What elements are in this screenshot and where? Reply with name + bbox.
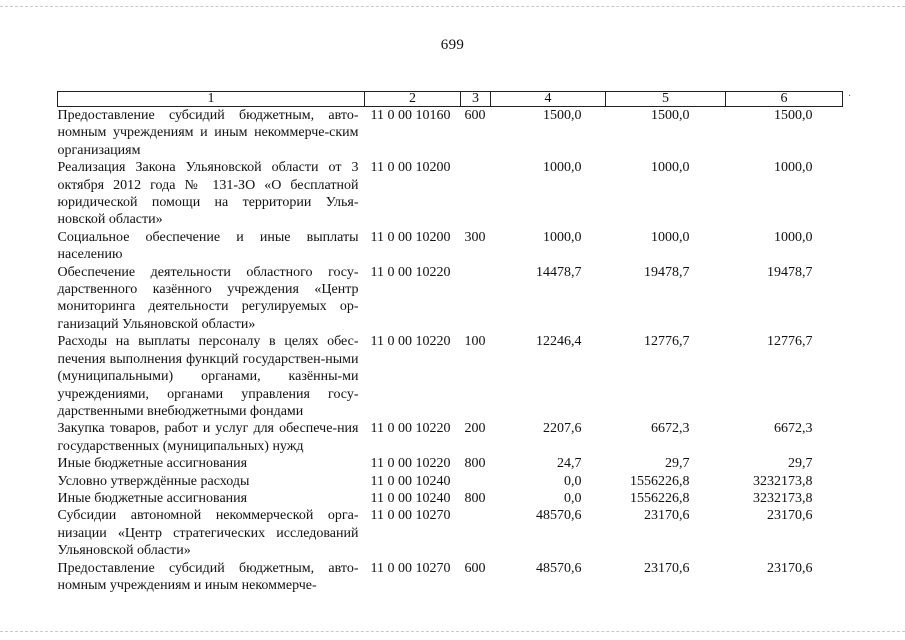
row-expense-type: 800: [464, 490, 486, 506]
row-value-col5: 23170,6: [644, 560, 690, 576]
row-description: Иные бюджетные ассигнования: [57, 456, 248, 472]
row-budget-code: 11 0 00 10200: [370, 160, 451, 176]
row-description: Социальное обеспечение и иные выплаты населению: [57, 229, 359, 263]
row-expense-type: 100: [464, 334, 486, 350]
row-value-col5: 1556226,8: [630, 473, 690, 489]
row-value-col5: 1500,0: [651, 108, 690, 123]
budget-table: [57, 91, 843, 594]
scan-edge-top: [0, 6, 905, 7]
row-expense-type: [461, 264, 491, 334]
row-value-col5: 1000,0: [651, 160, 690, 176]
row-value-col6: 23170,6: [767, 508, 813, 524]
row-budget-code: 11 0 00 10270: [370, 560, 451, 576]
row-value-col6: 6672,3: [774, 421, 813, 437]
scan-speck: ·: [848, 91, 852, 102]
table-row: [58, 107, 843, 160]
table-row: [58, 507, 843, 559]
row-value-col5: 1556226,8: [630, 490, 690, 506]
row-value-col6: 12776,7: [767, 334, 813, 350]
row-value-col6: 1500,0: [774, 108, 813, 123]
row-budget-code: 11 0 00 10220: [370, 421, 451, 437]
row-value-col4: 1000,0: [543, 229, 582, 245]
row-expense-type: [461, 159, 491, 229]
row-value-col5: 12776,7: [644, 334, 690, 350]
row-description: Условно утверждённые расходы: [57, 473, 250, 489]
row-description: Реализация Закона Ульяновской области от 3 октября 2012 года № 131-ЗО «О бесплатной юридической помощи на территории Улья-новской области»: [57, 160, 359, 228]
row-description: Субсидии автономной некоммерческой орга-низации «Центр стратегических исследований Ульяновской области»: [57, 508, 359, 559]
row-budget-code: 11 0 00 10220: [370, 334, 451, 350]
row-expense-type: 800: [464, 456, 486, 472]
table-row: [58, 333, 843, 420]
row-value-col4: 14478,7: [536, 264, 582, 280]
row-budget-code: 11 0 00 10240: [370, 473, 451, 489]
row-description: Расходы на выплаты персоналу в целях обес-печения выполнения функций государствен-ными (муниципальными) органами, казённы-ми учреждениями, органами управления госу-дарственными внебюджетными фондами: [57, 334, 359, 419]
row-value-col4: 0,0: [564, 490, 582, 506]
row-budget-code: 11 0 00 10200: [370, 229, 451, 245]
row-budget-code: 11 0 00 10220: [370, 456, 451, 472]
row-expense-type: 200: [464, 421, 486, 437]
table-row: [58, 490, 843, 507]
table-row: [58, 473, 843, 490]
row-value-col4: 48570,6: [536, 560, 582, 576]
table-row: [58, 229, 843, 264]
row-description: Закупка товаров, работ и услуг для обеспече-ния государственных (муниципальных) нужд: [57, 421, 359, 454]
row-value-col5: 23170,6: [644, 508, 690, 524]
table-body: [58, 107, 843, 595]
table-row: [58, 420, 843, 455]
table-header-row: [58, 92, 843, 107]
page-number: 699: [440, 37, 465, 53]
table-row: [58, 264, 843, 334]
column-header-4: 4: [491, 92, 606, 107]
row-value-col5: 6672,3: [651, 421, 690, 437]
row-expense-type: 600: [464, 560, 486, 576]
row-value-col4: 2207,6: [543, 421, 582, 437]
row-value-col4: 24,7: [557, 456, 582, 472]
row-value-col4: 1500,0: [543, 108, 582, 123]
row-expense-type: 300: [464, 229, 486, 245]
table-row: [58, 455, 843, 472]
row-description: Предоставление субсидий бюджетным, авто-номным учреждениям и иным некоммерче-: [57, 560, 359, 593]
row-budget-code: 11 0 00 10270: [370, 508, 451, 524]
column-header-3: 3: [461, 92, 491, 107]
row-description: Обеспечение деятельности областного госу-дарственного казённого учреждения «Центр мониторинга деятельности регулируемых ор-ганизаций Ульяновской области»: [57, 264, 359, 332]
row-budget-code: 11 0 00 10160: [370, 108, 451, 123]
row-budget-code: 11 0 00 10220: [370, 264, 451, 280]
column-header-1: 1: [58, 92, 365, 107]
row-description: Иные бюджетные ассигнования: [57, 490, 248, 506]
row-value-col6: 3232173,8: [753, 490, 813, 506]
row-value-col6: 23170,6: [767, 560, 813, 576]
row-value-col6: 19478,7: [767, 264, 813, 280]
row-expense-type: [461, 473, 491, 490]
row-budget-code: 11 0 00 10240: [370, 490, 451, 506]
row-value-col6: 3232173,8: [753, 473, 813, 489]
row-value-col4: 48570,6: [536, 508, 582, 524]
row-description: Предоставление субсидий бюджетным, авто-номным учреждениям и иным некоммерче-ским организациям: [57, 108, 359, 158]
row-value-col6: 1000,0: [774, 160, 813, 176]
column-header-6: 6: [726, 92, 843, 107]
row-value-col5: 19478,7: [644, 264, 690, 280]
row-expense-type: 600: [464, 108, 486, 123]
row-value-col4: 12246,4: [536, 334, 582, 350]
column-header-2: 2: [365, 92, 461, 107]
row-value-col5: 29,7: [665, 456, 690, 472]
scan-edge-bottom: [0, 631, 905, 632]
table-row: [58, 159, 843, 229]
column-header-5: 5: [606, 92, 726, 107]
row-value-col4: 1000,0: [543, 160, 582, 176]
row-value-col6: 1000,0: [774, 229, 813, 245]
row-expense-type: [461, 507, 491, 559]
table-row: [58, 560, 843, 595]
row-value-col5: 1000,0: [651, 229, 690, 245]
row-value-col4: 0,0: [564, 473, 582, 489]
row-value-col6: 29,7: [788, 456, 813, 472]
